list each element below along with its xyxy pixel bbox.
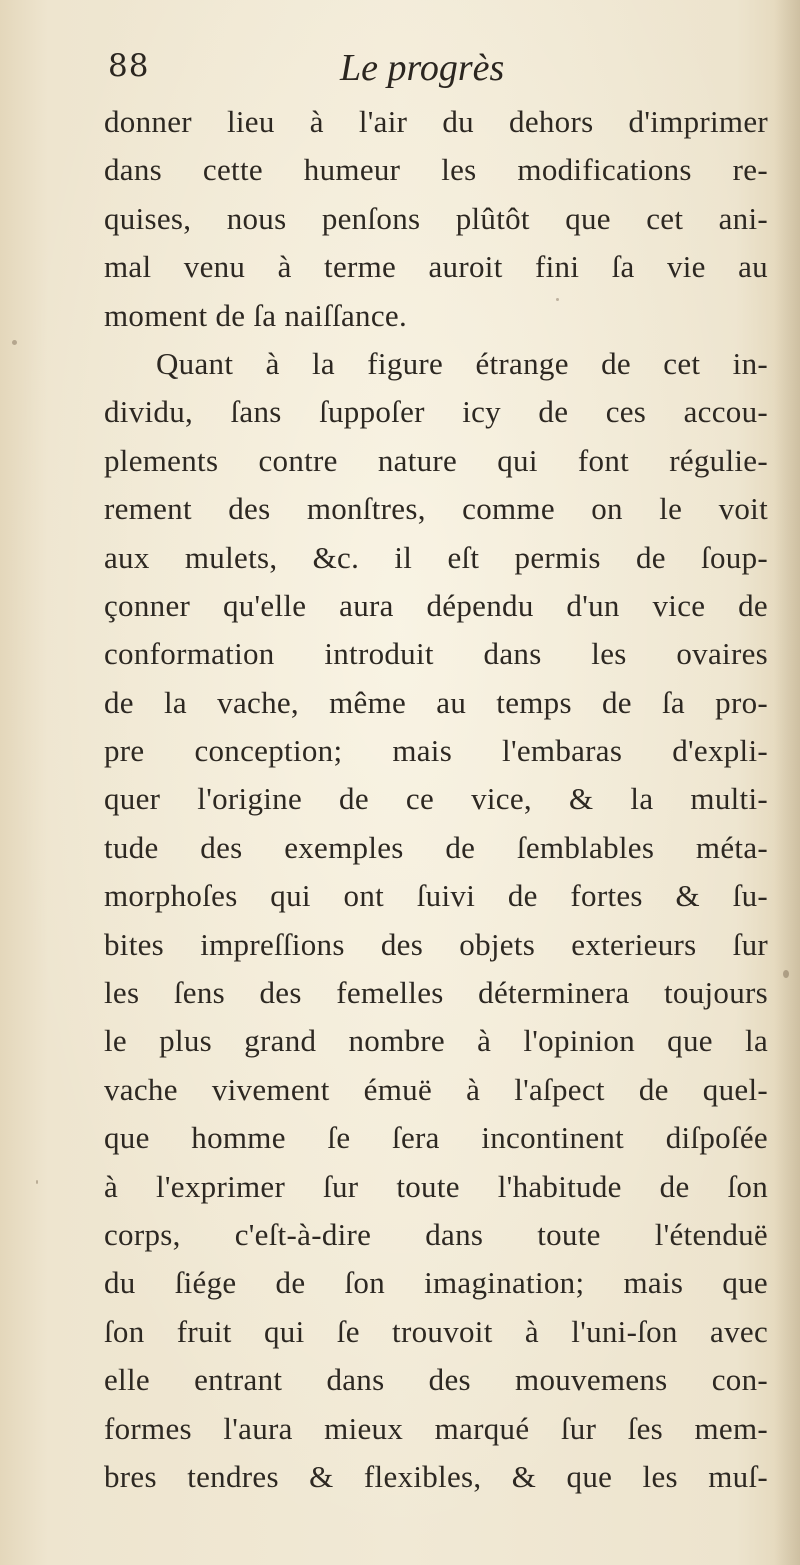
body-text [104, 98, 768, 1501]
text-line: bites impreſſions des objets exterieurs ſur [104, 926, 768, 962]
text-line: conformation introduit dans les ovaires [104, 636, 768, 672]
text-line: vache vivement émuë à l'aſpect de quel- [104, 1071, 768, 1107]
text-line: ſon fruit qui ſe trouvoit à l'uni-ſon avec [104, 1313, 768, 1349]
text-line: plements contre nature qui font régulie- [104, 442, 768, 478]
text-line: dividu, ſans ſuppoſer icy de ces accou- [104, 394, 768, 430]
text-line: aux mulets, &c. il eſt permis de ſoup- [104, 539, 768, 575]
paper-speck [12, 340, 17, 345]
paragraph-start-line: Quant à la figure étrange de cet in- [156, 345, 768, 381]
text-line: corps, c'eſt-à-dire dans toute l'étenduë [104, 1216, 768, 1252]
text-line: çonner qu'elle aura dépendu d'un vice de [104, 587, 768, 623]
paper-speck [36, 1180, 38, 1184]
text-line: à l'exprimer ſur toute l'habitude de ſon [104, 1168, 768, 1204]
text-line: les ſens des femelles déterminera toujours [104, 975, 768, 1011]
text-line: tude des exemples de ſemblables méta- [104, 829, 768, 865]
text-line: donner lieu à l'air du dehors d'imprimer [104, 104, 768, 139]
page-number: 88 [108, 48, 150, 84]
text-line: quer l'origine de ce vice, & la multi- [104, 781, 768, 817]
text-line: moment de ſa naiſſance. [104, 297, 408, 333]
text-line: bres tendres & flexibles, & que les muſ- [104, 1458, 768, 1494]
page-header [108, 44, 768, 92]
page-edge-shadow [774, 0, 800, 1565]
text-line: morphoſes qui ont ſuivi de fortes & ſu- [104, 878, 768, 914]
text-line: que homme ſe ſera incontinent diſpoſée [104, 1120, 768, 1156]
running-title: Le progrès [340, 47, 505, 89]
text-line: rement des monſtres, comme on le voit [104, 491, 768, 527]
text-line: pre conception; mais l'embaras d'expli- [104, 733, 768, 769]
text-line: formes l'aura mieux marqué ſur ſes mem- [104, 1410, 768, 1446]
paper-speck [783, 970, 789, 978]
text-line: le plus grand nombre à l'opinion que la [104, 1023, 768, 1059]
text-line: dans cette humeur les modifications re- [104, 152, 768, 188]
text-line: de la vache, même au temps de ſa pro- [104, 684, 768, 720]
text-line: elle entrant dans des mouvemens con- [104, 1362, 768, 1398]
text-line: quises, nous penſons plûtôt que cet ani- [104, 200, 768, 236]
paper-speck [556, 298, 559, 301]
text-line: du ſiége de ſon imagination; mais que [104, 1265, 768, 1301]
text-line: mal venu à terme auroit fini ſa vie au [104, 249, 768, 285]
